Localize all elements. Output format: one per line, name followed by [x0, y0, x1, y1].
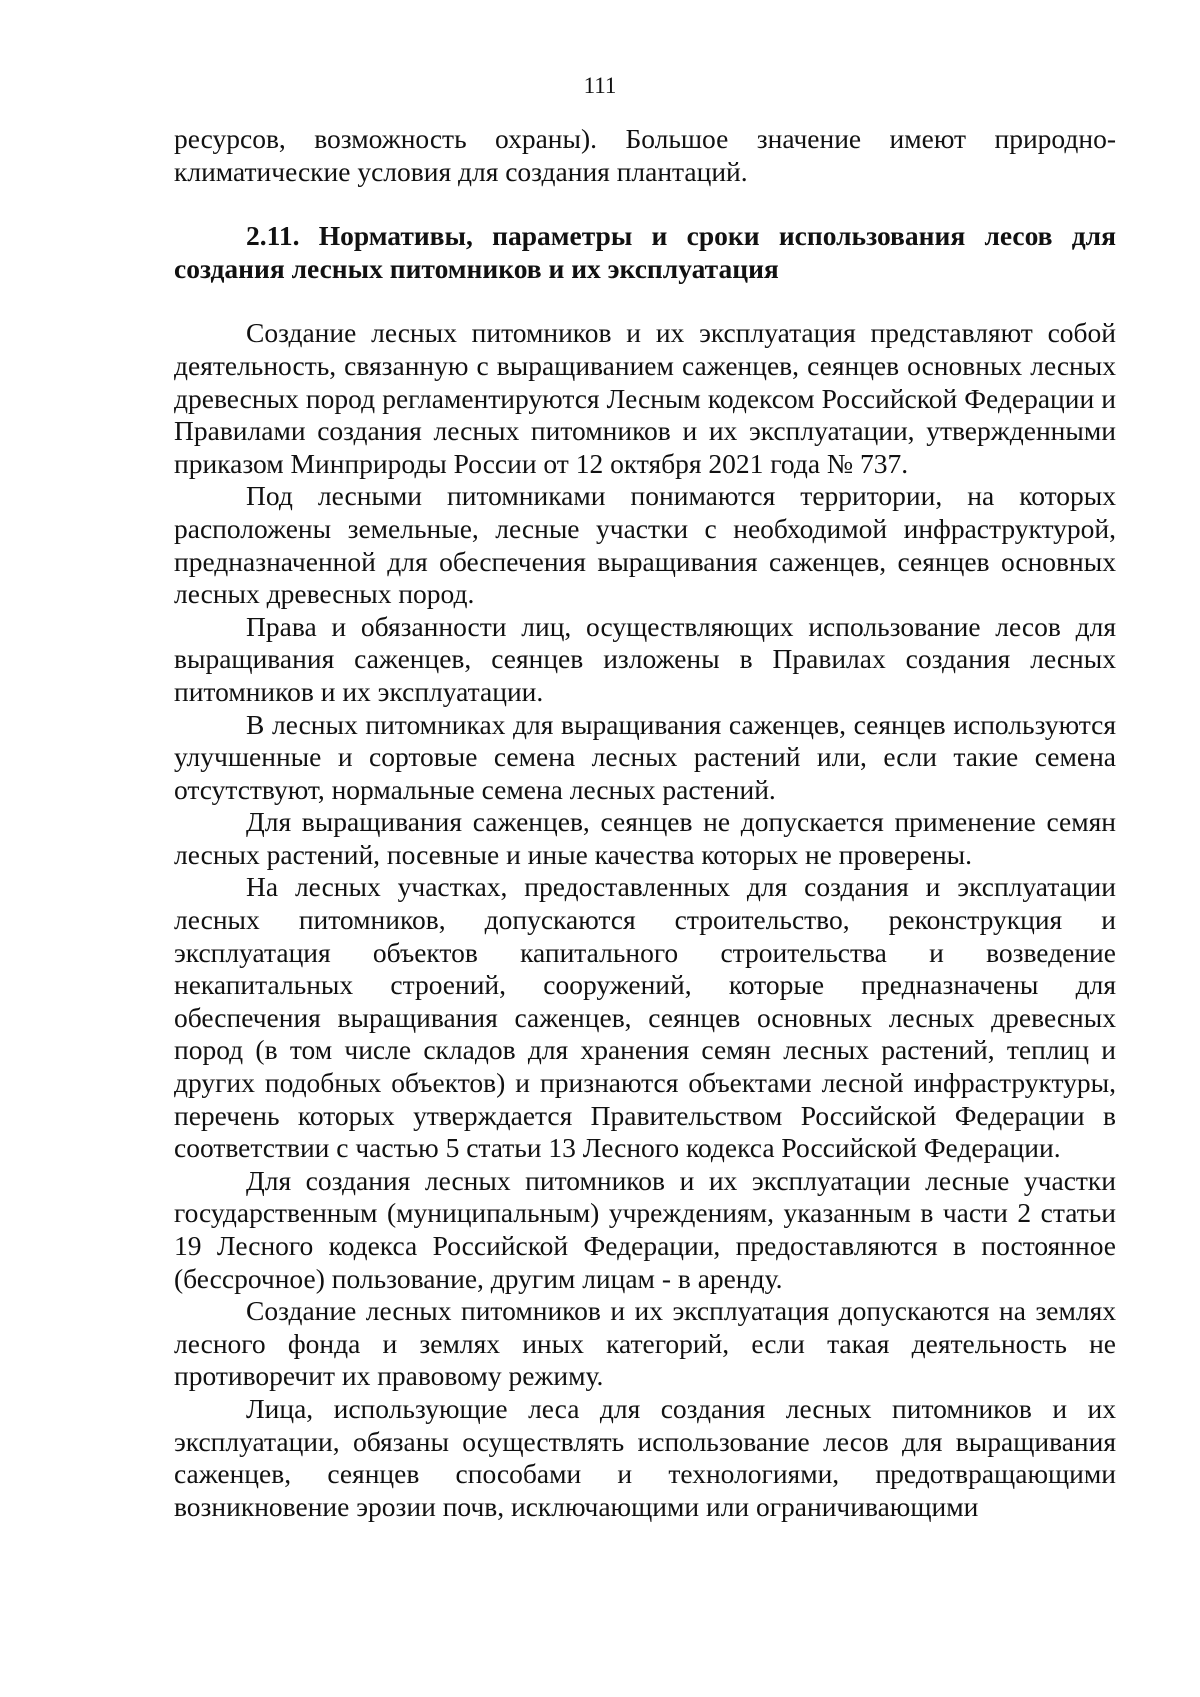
body-paragraph: Создание лесных питомников и их эксплуатация представляют собой деятельность, связанную с выращиванием саженцев, сеянцев основных лесных древесных пород регламентируются Лесным кодексом Российской Федерации и Правилами создания лесных питомников и их эксплуатации, утвержденными приказом Минприроды России от 12 октября 2021 года № 737. — [174, 317, 1116, 479]
body-paragraph: Лица, использующие леса для создания лесных питомников и их эксплуатации, обязаны осуществлять использование лесов для выращивания саженцев, сеянцев способами и технологиями, предотвращающими возникновение эрозии почв, исключающими или ограничивающими — [174, 1392, 1116, 1522]
section-heading: 2.11. Нормативы, параметры и сроки использования лесов для создания лесных питомников и их эксплуатация — [174, 220, 1116, 284]
body-paragraph: В лесных питомниках для выращивания саженцев, сеянцев используются улучшенные и сортовые семена лесных растений или, если такие семена отсутствуют, нормальные семена лесных растений. — [174, 708, 1116, 805]
document-body — [174, 123, 1116, 1523]
continuation-paragraph: ресурсов, возможность охраны). Большое значение имеют природно-климатические условия для создания плантаций. — [174, 123, 1116, 187]
body-paragraph: Под лесными питомниками понимаются территории, на которых расположены земельные, лесные участки с необходимой инфраструктурой, предназначенной для обеспечения выращивания саженцев, сеянцев основных лесных древесных пород. — [174, 480, 1116, 610]
body-paragraph: На лесных участках, предоставленных для создания и эксплуатации лесных питомников, допускаются строительство, реконструкция и эксплуатация объектов капитального строительства и возведение некапитальных строений, сооружений, которые предназначены для обеспечения выращивания саженцев, сеянцев основных лесных древесных пород (в том числе складов для хранения семян лесных растений, теплиц и других подобных объектов) и признаются объектами лесной инфраструктуры, перечень которых утверждается Правительством Российской Федерации в соответствии с частью 5 статьи 13 Лесного кодекса Российской Федерации. — [174, 871, 1116, 1164]
body-paragraph: Создание лесных питомников и их эксплуатация допускаются на землях лесного фонда и землях иных категорий, если такая деятельность не противоречит их правовому режиму. — [174, 1295, 1116, 1392]
body-paragraph: Права и обязанности лиц, осуществляющих использование лесов для выращивания саженцев, сеянцев изложены в Правилах создания лесных питомников и их эксплуатации. — [174, 610, 1116, 707]
body-paragraph: Для выращивания саженцев, сеянцев не допускается применение семян лесных растений, посевные и иные качества которых не проверены. — [174, 806, 1116, 870]
body-paragraph: Для создания лесных питомников и их эксплуатации лесные участки государственным (муниципальным) учреждениям, указанным в части 2 статьи 19 Лесного кодекса Российской Федерации, предоставляются в постоянное (бессрочное) пользование, другим лицам - в аренду. — [174, 1164, 1116, 1294]
page-number: 111 — [583, 73, 617, 98]
